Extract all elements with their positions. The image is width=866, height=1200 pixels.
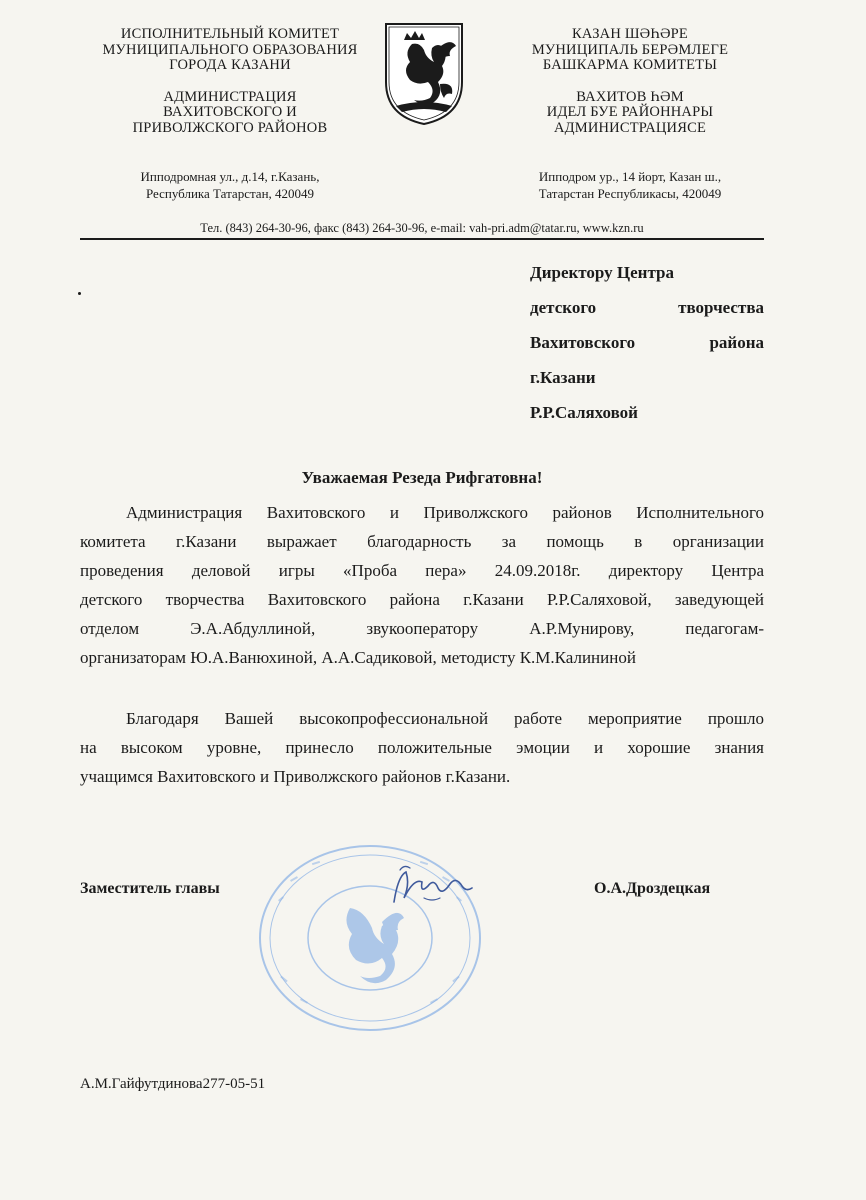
address-line: Республика Татарстан, 420049 [145,186,315,201]
org-line: КАЗАН ШӘҺӘРЕ [572,26,688,42]
body-line: Администрация Вахитовского и Приволжского районов Исполнительного [126,503,764,522]
admin-line: ПРИВОЛЖСКОГО РАЙОНОВ [132,119,328,136]
body-paragraph-2 [80,704,764,791]
addressee-block [530,258,764,433]
admin-line: ВАХИТОВСКОГО И [163,104,297,120]
org-line: БАШКАРМА КОМИТЕТЫ [542,57,718,73]
org-line: МУНИЦИПАЛЬ БЕРӘМЛЕГЕ [531,41,729,58]
admin-line: АДМИНИСТРАЦИЯСЕ [553,119,707,136]
signer-position: Заместитель главы [80,880,220,897]
addressee-line: детского творчества [530,298,764,317]
body-line: комитета г.Казани выражает благодарность за помощь в организации [80,532,764,551]
body-line: детского творчества Вахитовского района г.Казани Р.Р.Саляховой, заведующей [80,590,764,609]
header-left-organization [80,27,380,136]
header-left-address [80,168,380,202]
signer-name: О.А.Дроздецкая [594,880,711,897]
address-line: Татарстан Республикасы, 420049 [538,186,722,201]
body-line: учащимся Вахитовского и Приволжского районов г.Казани. [80,767,511,786]
addressee-line: Вахитовского района [530,333,764,352]
body-line: проведения деловой игры «Проба пера» 24.09.2018г. директору Центра [80,561,764,580]
header-right-address [480,168,780,202]
salutation: Уважаемая Резеда Рифгатовна! [301,468,543,487]
contacts-line: Тел. (843) 264-30-96, факс (843) 264-30-96, e-mail: vah-pri.adm@tatar.ru, www.kzn.ru [200,221,644,235]
addressee-line: Р.Р.Саляховой [530,403,638,422]
handwritten-signature [380,858,480,914]
address-line: Ипподром ур., 14 йорт, Казан ш., [538,169,722,184]
body-line: на высоком уровне, принесло положительные эмоции и хорошие знания [80,738,764,757]
spacer [480,74,780,90]
address-line: Ипподромная ул., д.14, г.Казань, [140,169,320,184]
header-right-organization [480,27,780,136]
addressee-line: Директору Центра [530,263,674,282]
org-line: ГОРОДА КАЗАНИ [169,57,291,73]
admin-line: ВАХИТОВ ҺӘМ [576,88,684,105]
spacer [80,74,380,90]
admin-line: ИДЕЛ БУЕ РАЙОННАРЫ [546,104,714,120]
org-line: ИСПОЛНИТЕЛЬНЫЙ КОМИТЕТ [120,26,340,42]
header-divider [80,238,764,240]
addressee-line: г.Казани [530,368,596,387]
kazan-coat-of-arms-icon [384,22,464,126]
org-line: МУНИЦИПАЛЬНОГО ОБРАЗОВАНИЯ [102,41,358,58]
ink-dot [78,292,81,295]
admin-line: АДМИНИСТРАЦИЯ [163,88,297,105]
body-line: Благодаря Вашей высокопрофессиональной работе мероприятие прошло [126,709,764,728]
body-line: организаторам Ю.А.Ванюхиной, А.А.Садиковой, методисту К.М.Калининой [80,648,636,667]
executor-contact: А.М.Гайфутдинова277-05-51 [80,1076,266,1092]
body-line: отделом Э.А.Абдуллиной, звукооператору А.Р.Мунирову, педагогам- [80,619,764,638]
body-paragraph-1 [80,498,764,672]
